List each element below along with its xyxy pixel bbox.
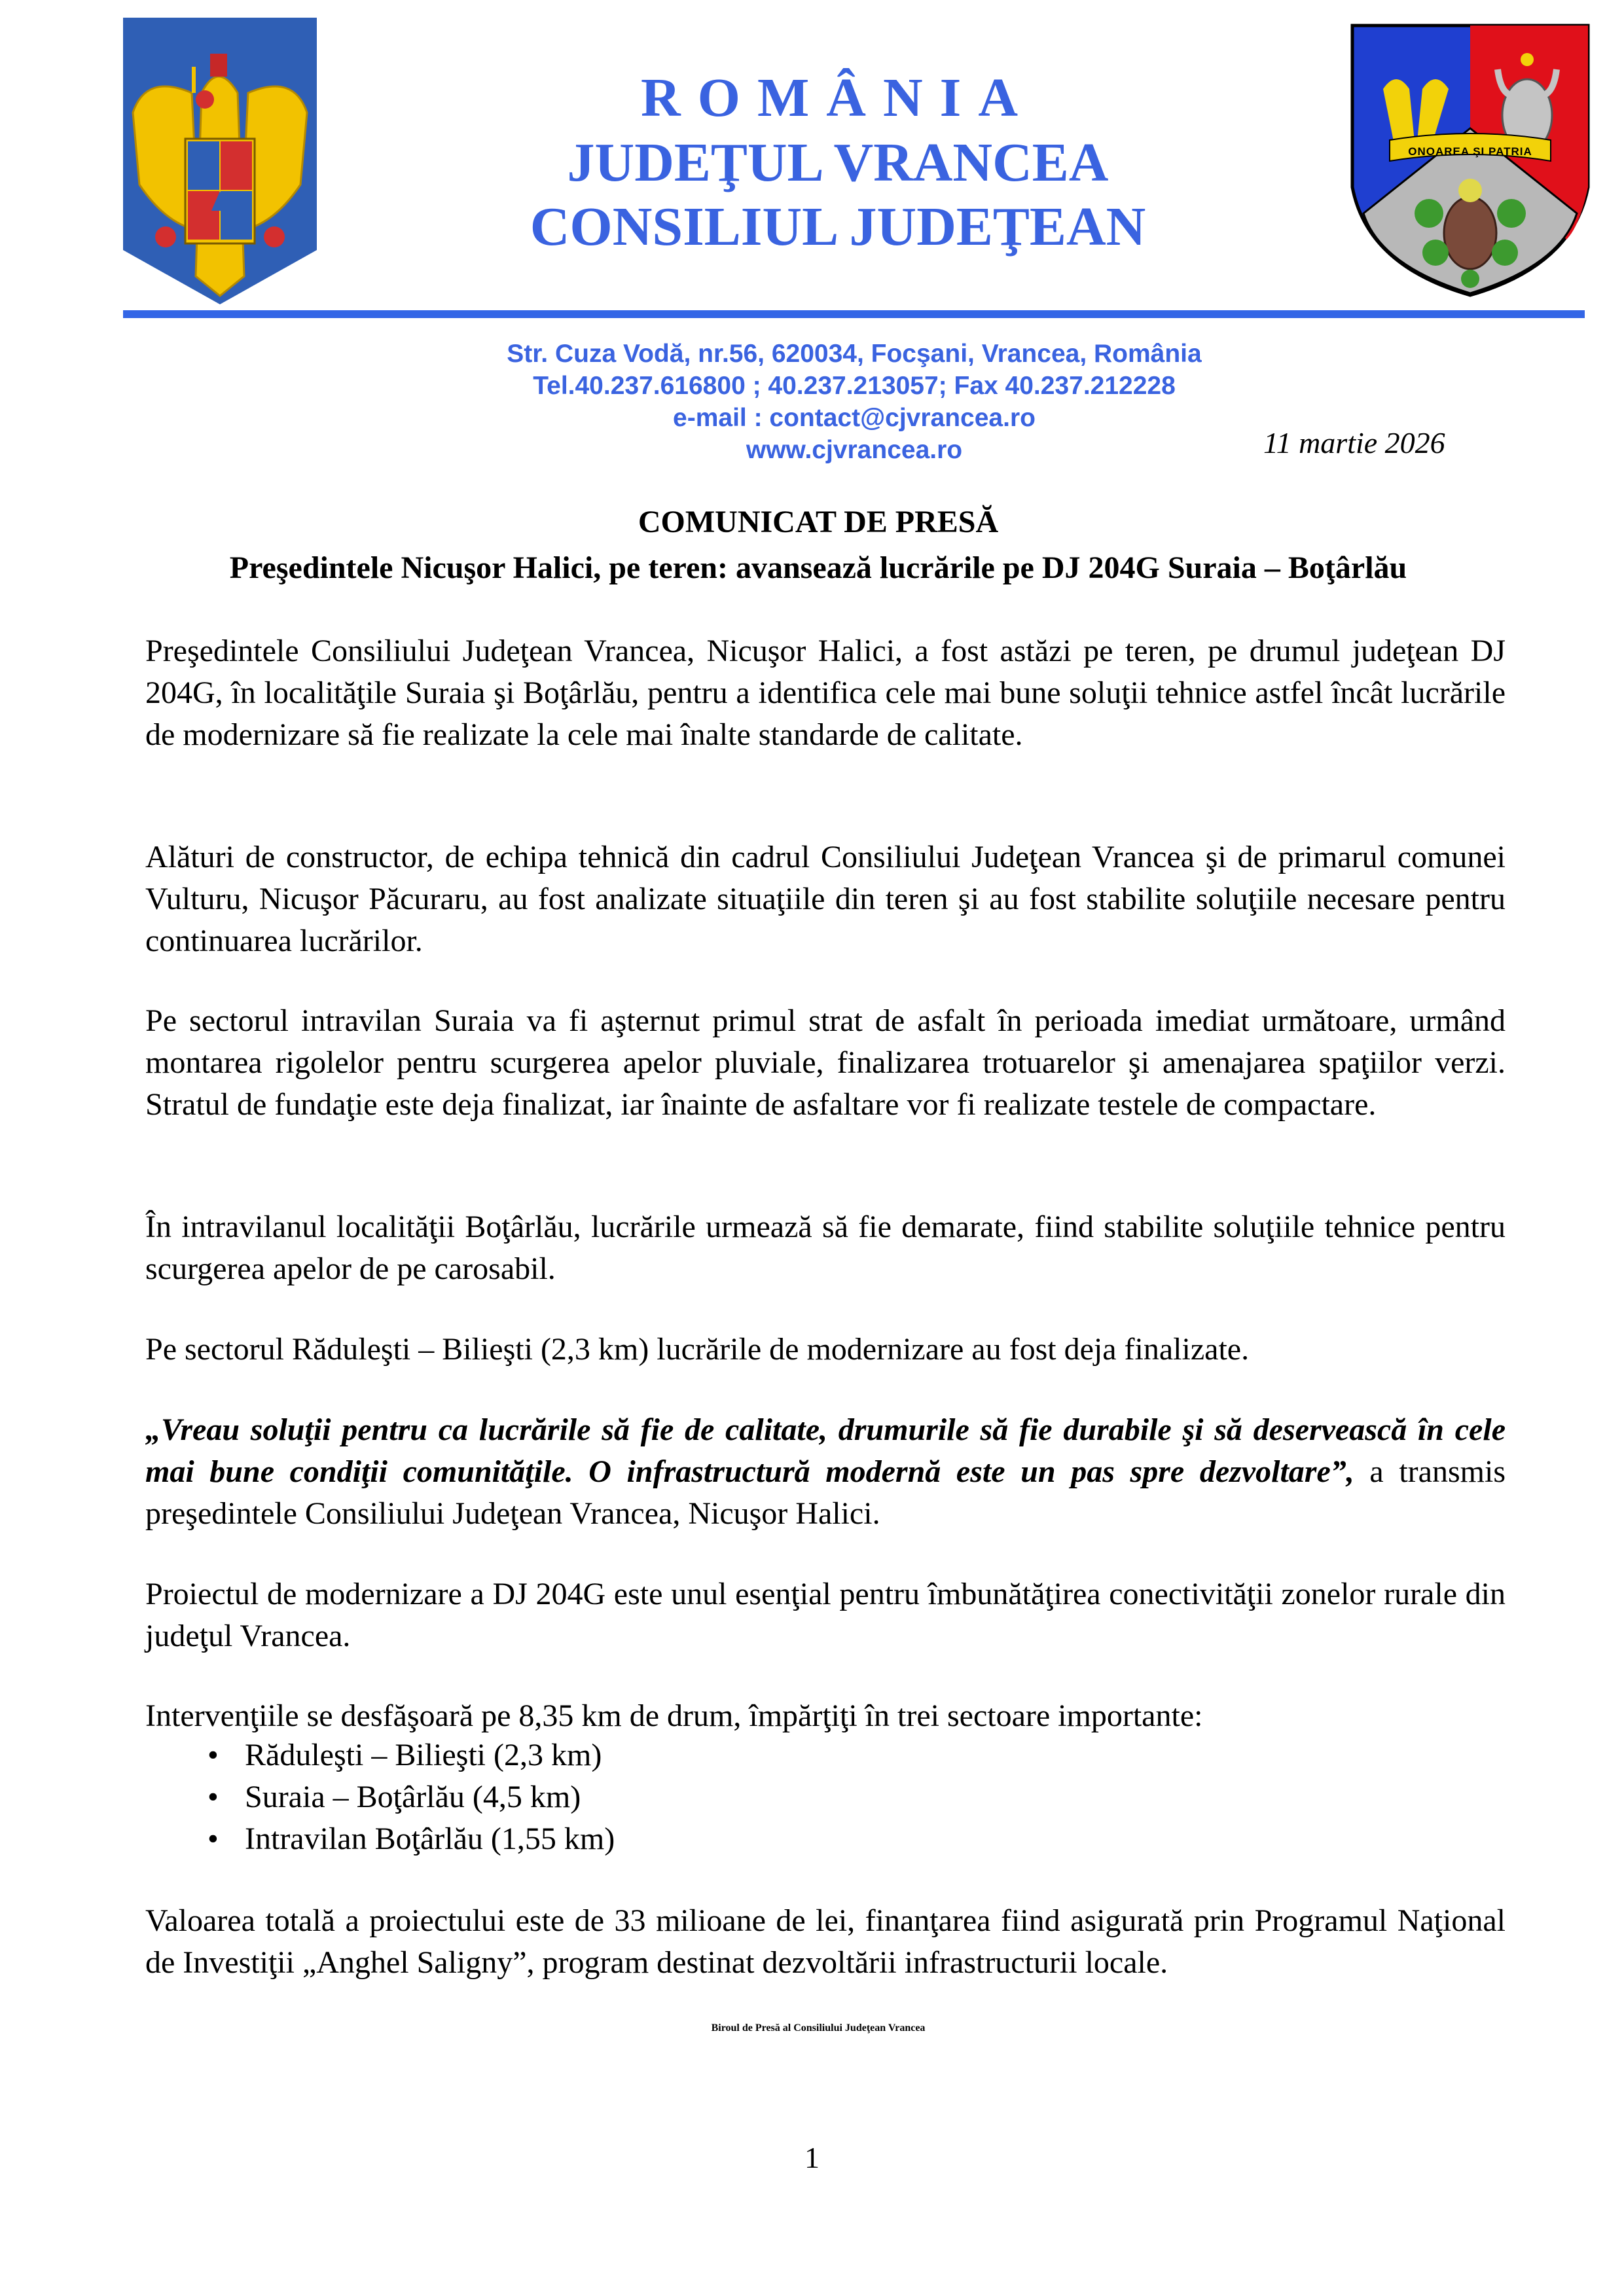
title-county: JUDEŢUL VRANCEA <box>567 132 1109 193</box>
quote-text: „Vreau soluţii pentru ca lucrările să fie de calitate, drumurile să fie durabile şi să deservească în cele mai bune condiţii comunităţile. O infrastructură modernă este un pas spre dezvoltare”, <box>145 1412 1506 1489</box>
paragraph: Preşedintele Consiliului Judeţean Vrancea, Nicuşor Halici, a fost astăzi pe teren, pe drumul judeţean DJ 204G, în localităţile Suraia şi Boţârlău, pentru a identifica cele mai bune soluţii tehnice astfel încât lucrările de modernizare să fie realizate la cele mai înalte standarde de calitate. <box>145 634 1506 752</box>
title-council: CONSILIUL JUDEŢEAN <box>530 196 1146 257</box>
title-country: ROMÂNIA <box>641 67 1035 128</box>
paragraph: Pe sectorul Răduleşti – Bilieşti (2,3 km) lucrările de modernizare au fost deja finalizate. <box>145 1332 1250 1367</box>
project-paragraph: Proiectul de modernizare a DJ 204G este unul esenţial pentru îmbunătăţirea conectivităţii zonelor rurale din judeţul Vrancea. <box>145 1577 1506 1653</box>
press-office-signoff: Biroul de Presă al Consiliului Judeţean Vrancea <box>711 2022 926 2034</box>
vrancea-county-coat-of-arms-logo <box>1350 24 1590 297</box>
crest-motto-scroll: ONOAREA ŞI PATRIA <box>1408 145 1532 158</box>
list-item <box>145 1776 1506 1818</box>
document-subheading: Preşedintele Nicuşor Halici, pe teren: avansează lucrările pe DJ 204G Suraia – Boţârlău <box>229 550 1407 585</box>
bullet-icon: • <box>208 1821 219 1856</box>
paragraph: Alături de constructor, de echipa tehnică din cadrul Consiliului Judeţean Vrancea şi de primarul comunei Vulturu, Nicuşor Păcuraru, au fost analizate situaţiile din teren şi au fost stabilite soluţiile necesare pentru continuarea lucrărilor. <box>145 840 1506 958</box>
document-date: 11 martie 2026 <box>1263 426 1445 459</box>
header-divider <box>123 310 1585 318</box>
page-number: 1 <box>804 2141 820 2174</box>
sectors-list <box>145 1734 1506 1860</box>
interventions-intro: Intervenţiile se desfăşoară pe 8,35 km de drum, împărţiţi în trei sectoare importante: <box>145 1698 1203 1733</box>
contact-phones: Tel.40.237.616800 ; 40.237.213057; Fax 40.237.212228 <box>533 372 1176 400</box>
bullet-icon: • <box>208 1780 219 1814</box>
paragraph: Pe sectorul intravilan Suraia va fi aşternut primul strat de asfalt în perioada imediat următoare, urmând montarea rigolelor pentru scurgerea apelor pluviale, finalizarea trotuarelor şi amenajarea spaţiilor verzi. Stratul de fundaţie este deja finalizat, iar înainte de asfaltare vor fi realizate testele de compactare. <box>145 1003 1506 1122</box>
romania-coat-of-arms-logo <box>120 14 320 308</box>
quote-paragraph <box>145 1409 1506 1535</box>
contact-email: e-mail : contact@cjvrancea.ro <box>673 404 1036 432</box>
bullet-icon: • <box>208 1738 219 1772</box>
contact-website: www.cjvrancea.ro <box>746 436 963 464</box>
contact-block <box>419 338 1290 466</box>
institution-title <box>393 65 1283 259</box>
sector-label: Intravilan Boţârlău (1,55 km) <box>245 1821 615 1856</box>
sector-label: Răduleşti – Bilieşti (2,3 km) <box>245 1738 602 1772</box>
funding-paragraph: Valoarea totală a proiectului este de 33 milioane de lei, finanţarea fiind asigurată prin Programul Naţional de Investiţii „Anghel Saligny”, program destinat dezvoltării infrastructurii locale. <box>145 1903 1506 1980</box>
quote-attribution: a transmis preşedintele Consiliului Judeţean Vrancea, Nicuşor Halici. <box>145 1454 1506 1531</box>
document-heading: COMUNICAT DE PRESĂ <box>638 505 999 539</box>
contact-address: Str. Cuza Vodă, nr.56, 620034, Focşani, Vrancea, România <box>507 340 1202 368</box>
list-item <box>145 1734 1506 1776</box>
sector-label: Suraia – Boţârlău (4,5 km) <box>245 1780 581 1814</box>
list-item <box>145 1818 1506 1860</box>
paragraph: În intravilanul localităţii Boţârlău, lucrările urmează să fie demarate, fiind stabilite soluţiile tehnice pentru scurgerea apelor de pe carosabil. <box>145 1210 1506 1286</box>
